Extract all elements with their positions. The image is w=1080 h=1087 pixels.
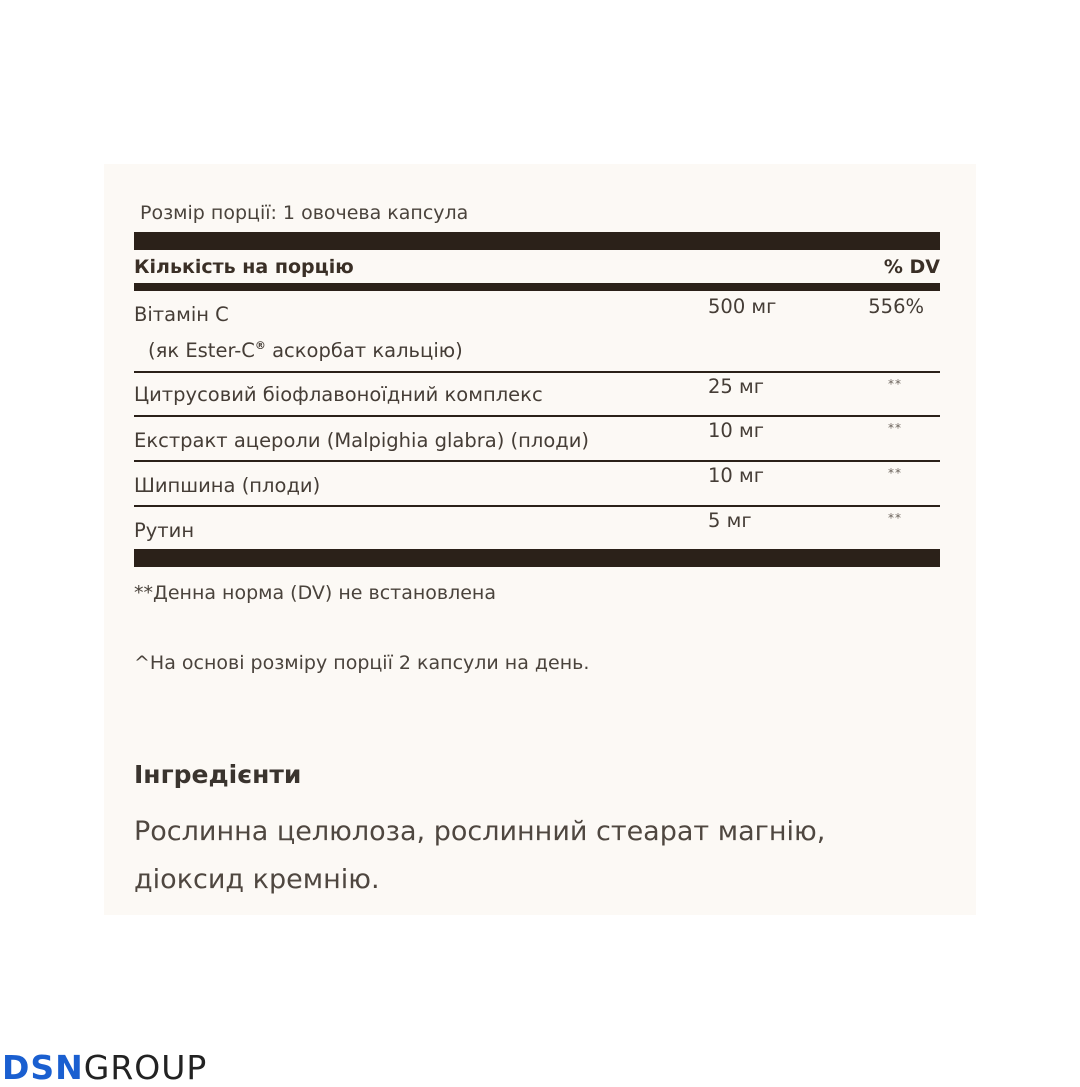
table-row xyxy=(134,291,940,373)
row-name: Рутин xyxy=(134,519,195,542)
row-name: Екстракт ацероли (Malpighia glabra) (плоди) xyxy=(134,429,590,452)
row-dv: ** xyxy=(888,421,902,435)
registered-mark: ® xyxy=(254,339,266,352)
row-name: Цитрусовий біофлавоноїдний комплекс xyxy=(134,383,543,406)
row-name: Вітамін С xyxy=(134,303,229,326)
table-row xyxy=(134,417,940,462)
serving-size: Розмір порції: 1 овочева капсула xyxy=(140,202,469,224)
footnote-dv: **Денна норма (DV) не встановлена xyxy=(134,582,496,604)
ingredients-text: Рослинна целюлоза, рослинний стеарат магнію, діоксид кремнію. xyxy=(134,816,826,895)
amount-per-serving-label: Кількість на порцію xyxy=(134,255,354,278)
logo-part-dsn: DSN xyxy=(2,1048,84,1087)
brand-logo xyxy=(2,1050,207,1086)
table-row xyxy=(134,462,940,507)
dv-label: % DV xyxy=(883,255,940,278)
row-amount: 10 мг xyxy=(708,464,764,487)
row-dv: 556% xyxy=(868,295,924,318)
logo-part-group: GROUP xyxy=(83,1048,208,1087)
table-row xyxy=(134,507,940,549)
nutrition-table xyxy=(134,232,940,567)
top-divider xyxy=(134,232,940,250)
ingredients-title: Інгредієнти xyxy=(134,760,302,789)
row-subtext: (як Ester-C® аскорбат кальцію) xyxy=(148,339,463,362)
row-dv: ** xyxy=(888,466,902,480)
header-divider xyxy=(134,283,940,291)
row-amount: 10 мг xyxy=(708,419,764,442)
table-row xyxy=(134,373,940,417)
row-name: Шипшина (плоди) xyxy=(134,474,321,497)
supplement-facts-panel xyxy=(104,164,976,915)
row-amount: 25 мг xyxy=(708,375,764,398)
table-header xyxy=(134,250,940,283)
row-amount: 5 мг xyxy=(708,509,752,532)
row-dv: ** xyxy=(888,511,902,525)
footnote-serving: ^На основі розміру порції 2 капсули на день. xyxy=(134,652,590,674)
row-amount: 500 мг xyxy=(708,295,777,318)
bottom-divider xyxy=(134,549,940,567)
row-dv: ** xyxy=(888,377,902,391)
